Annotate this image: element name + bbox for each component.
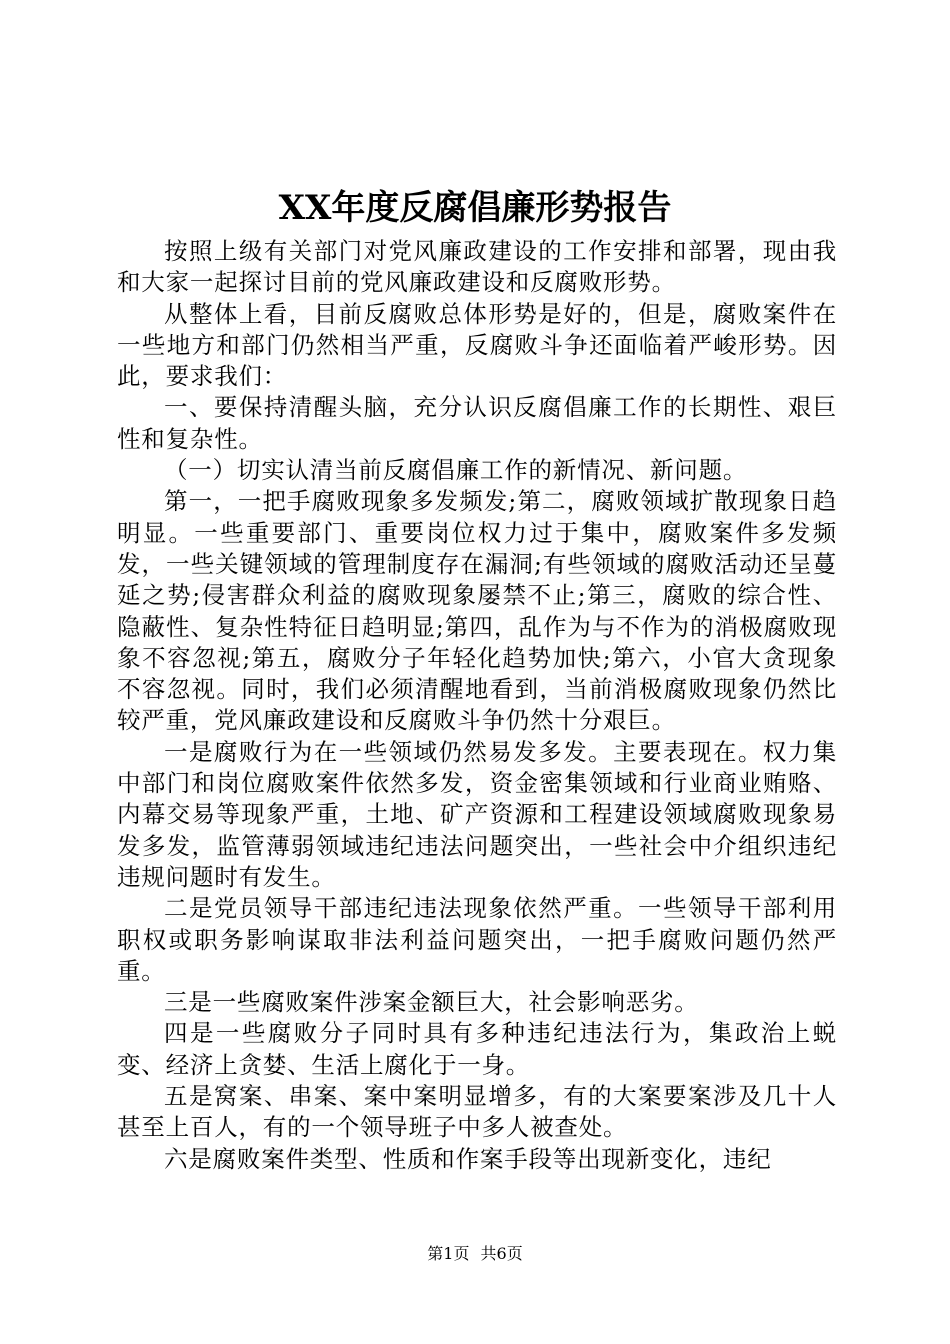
paragraph: 五是窝案、串案、案中案明显增多，有的大案要案涉及几十人甚至上百人，有的一个领导班子中多人被查处。 bbox=[117, 1082, 837, 1142]
paragraph: 一、要保持清醒头脑，充分认识反腐倡廉工作的长期性、艰巨性和复杂性。 bbox=[117, 393, 837, 453]
paragraph: 一是腐败行为在一些领域仍然易发多发。主要表现在。权力集中部门和岗位腐败案件依然多发，资金密集领域和行业商业贿赂、内幕交易等现象严重，土地、矿产资源和工程建设领域腐败现象易发多发，监管薄弱领域违纪违法问题突出，一些社会中介组织违纪违规问题时有发生。 bbox=[117, 737, 837, 891]
paragraph: 从整体上看，目前反腐败总体形势是好的，但是，腐败案件在一些地方和部门仍然相当严重，反腐败斗争还面临着严峻形势。因此，要求我们： bbox=[117, 299, 837, 391]
paragraph: 二是党员领导干部违纪违法现象依然严重。一些领导干部利用职权或职务影响谋取非法利益问题突出，一把手腐败问题仍然严重。 bbox=[117, 894, 837, 985]
paragraph: 四是一些腐败分子同时具有多种违纪违法行为，集政治上蜕变、经济上贪婪、生活上腐化于一身。 bbox=[117, 1019, 837, 1079]
paragraph: 三是一些腐败案件涉案金额巨大，社会影响恶劣。 bbox=[164, 988, 699, 1017]
paragraph: 六是腐败案件类型、性质和作案手段等出现新变化，违纪 bbox=[164, 1144, 772, 1173]
document-title: XX年度反腐倡廉形势报告 bbox=[278, 188, 672, 228]
document-body bbox=[117, 236, 837, 1175]
paragraph: 按照上级有关部门对党风廉政建设的工作安排和部署，现由我和大家一起探讨目前的党风廉政建设和反腐败形势。 bbox=[117, 237, 837, 297]
page-number-footer: 第1页 共6页 bbox=[427, 1244, 523, 1263]
paragraph: （一）切实认清当前反腐倡廉工作的新情况、新问题。 bbox=[164, 456, 748, 485]
paragraph: 第一，一把手腐败现象多发频发;第二，腐败领域扩散现象日趋明显。一些重要部门、重要岗位权力过于集中，腐败案件多发频发，一些关键领域的管理制度存在漏洞;有些领域的腐败活动还呈蔓延之势;侵害群众利益的腐败现象屡禁不止;第三，腐败的综合性、隐蔽性、复杂性特征日趋明显;第四，乱作为与不作为的消极腐败现象不容忽视;第五，腐败分子年轻化趋势加快;第六，小官大贪现象不容忽视。同时，我们必须清醒地看到，当前消极腐败现象仍然比较严重，党风廉政建设和反腐败斗争仍然十分艰巨。 bbox=[117, 487, 837, 735]
